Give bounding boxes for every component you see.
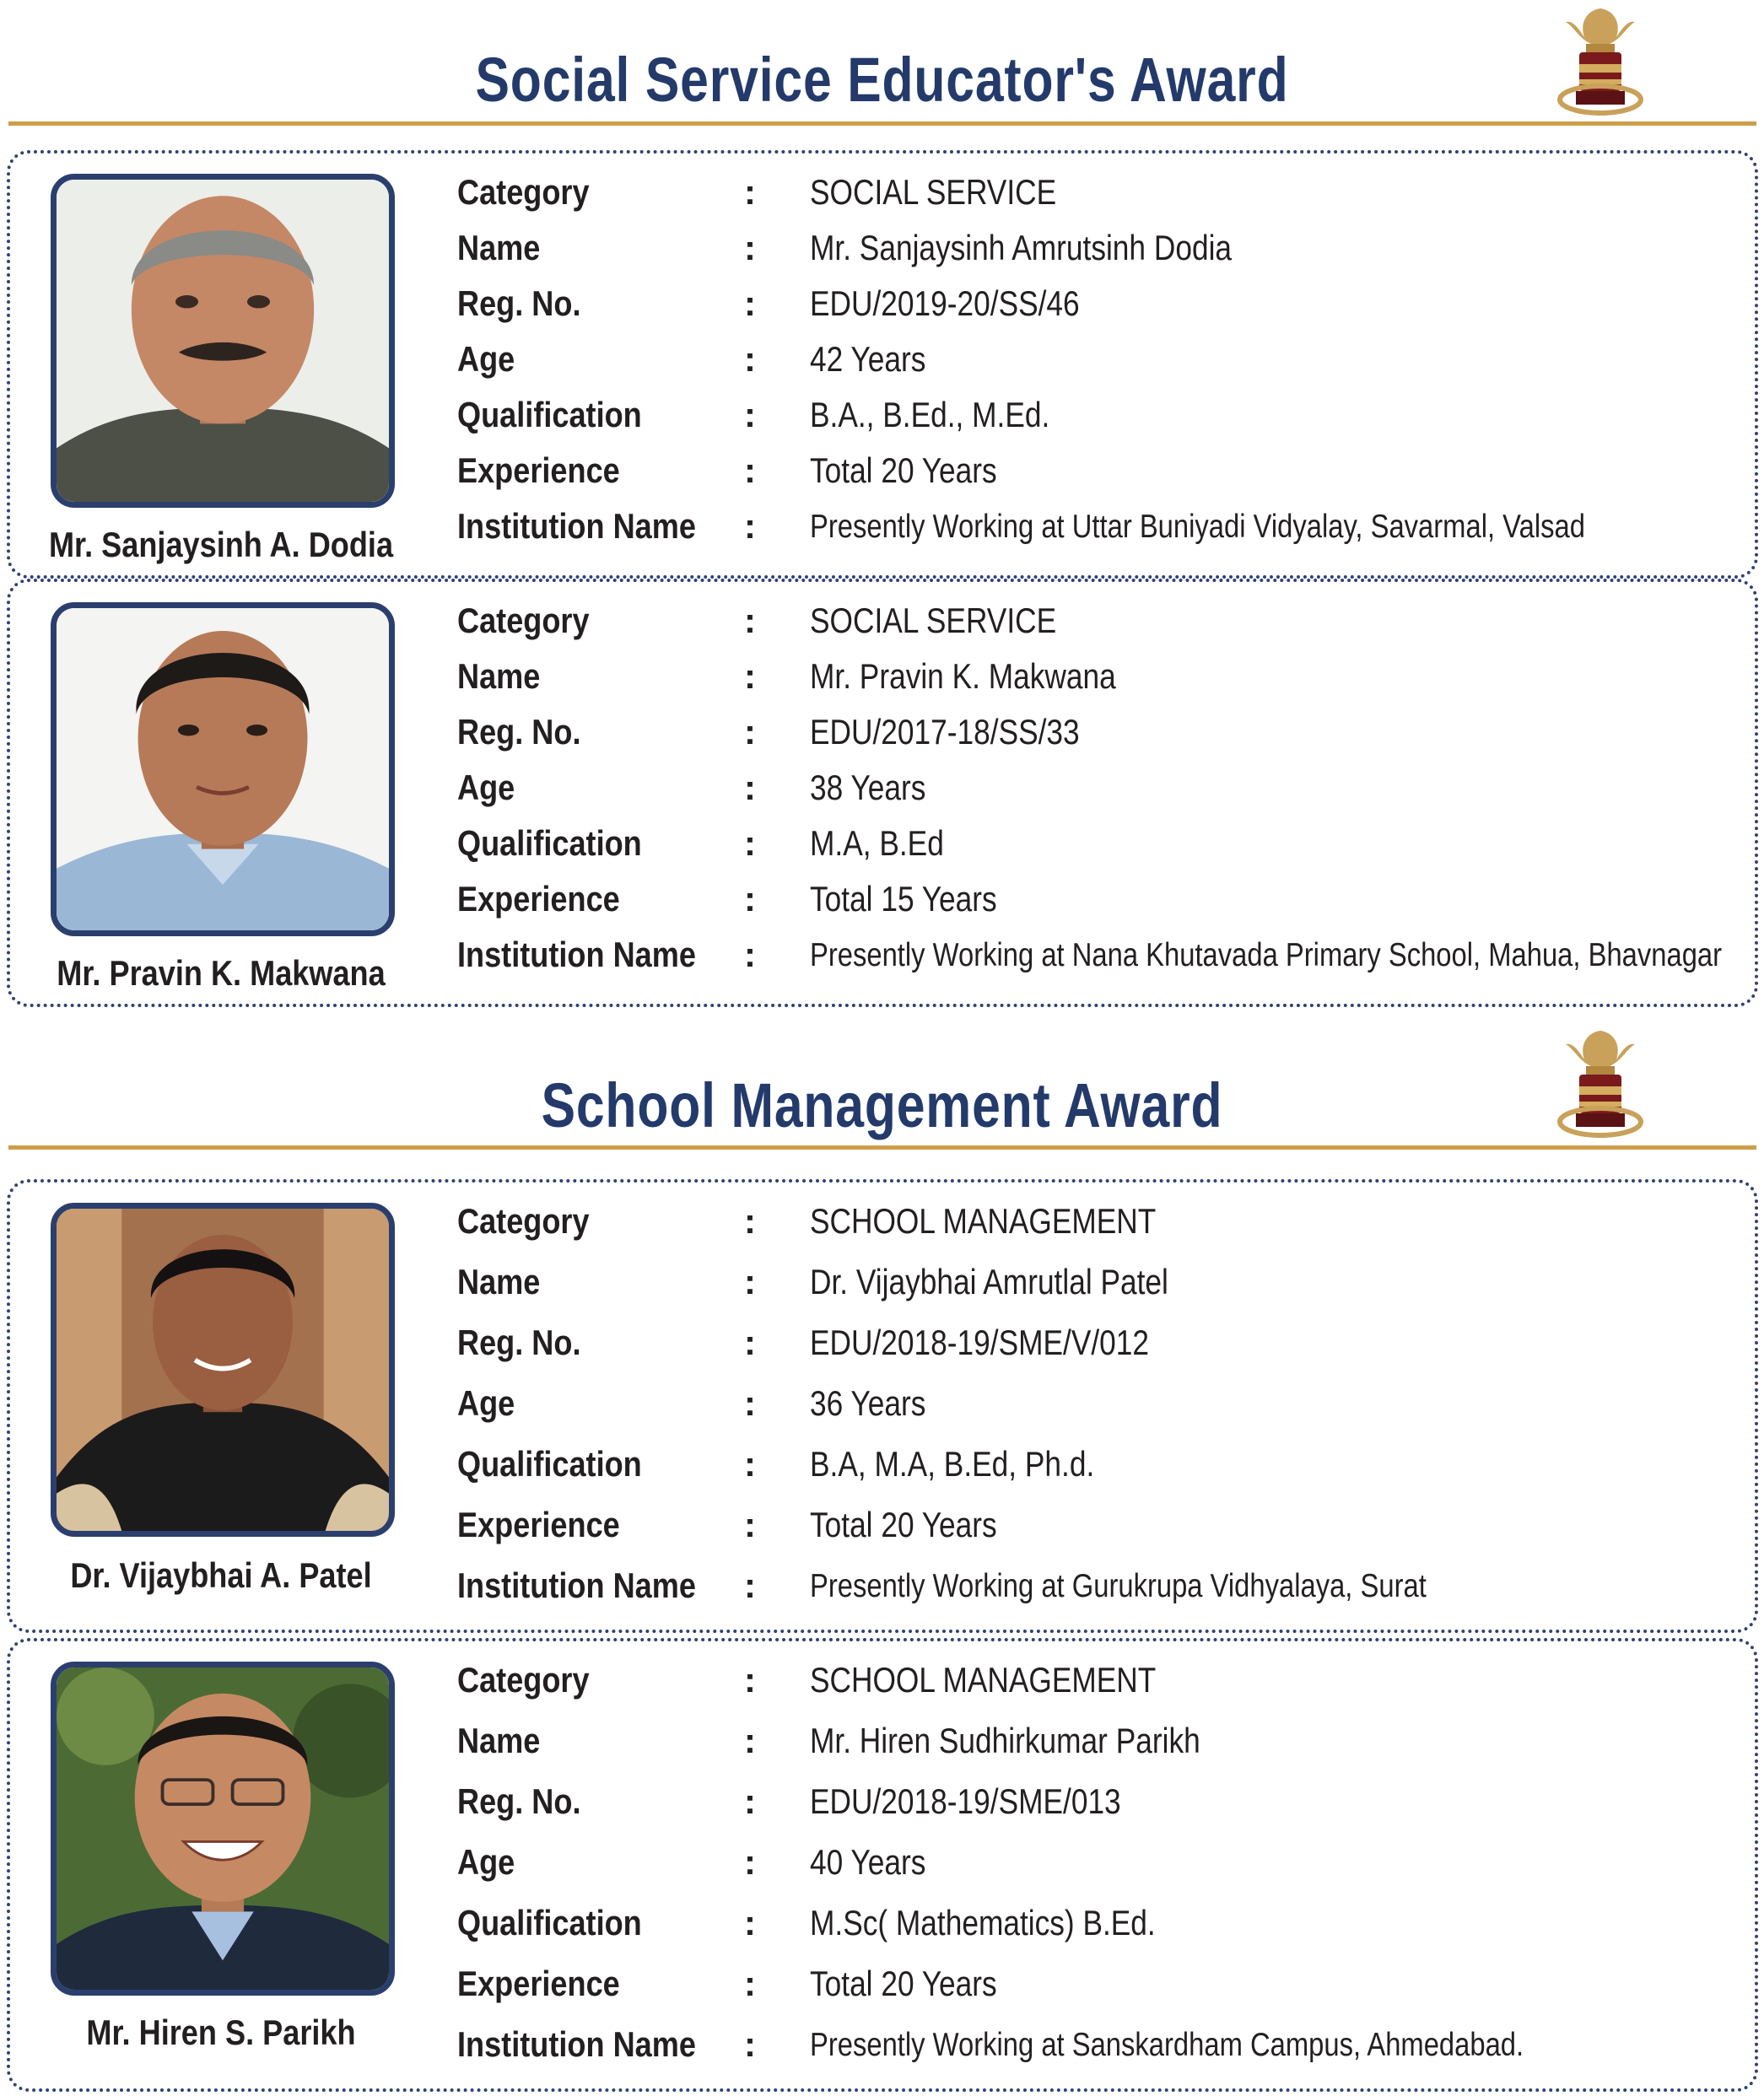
field-separator: : [744, 395, 756, 434]
field-row-qualification [457, 1444, 1748, 1505]
field-row-category [457, 1201, 1748, 1262]
field-row-reg-no [457, 1323, 1748, 1383]
field-row-category [457, 1660, 1748, 1721]
field-label: Age [457, 1383, 515, 1423]
field-separator: : [744, 879, 756, 919]
field-separator: : [744, 1505, 756, 1544]
field-separator: : [744, 1565, 756, 1605]
field-label: Qualification [457, 823, 642, 863]
field-separator: : [744, 1262, 756, 1301]
field-row-age [457, 768, 1748, 823]
field-separator: : [744, 601, 756, 640]
field-row-institution [457, 506, 1748, 562]
field-label: Reg. No. [457, 712, 581, 752]
field-row-experience [457, 1964, 1748, 2024]
field-label: Institution Name [457, 506, 696, 546]
field-row-qualification [457, 395, 1748, 450]
field-row-institution [457, 1565, 1748, 1626]
field-separator: : [744, 1903, 756, 1942]
field-value: SOCIAL SERVICE [810, 601, 1057, 640]
field-value: B.A., B.Ed., M.Ed. [810, 395, 1050, 434]
field-value: EDU/2018-19/SME/V/012 [810, 1323, 1150, 1362]
awardee-caption: Mr. Sanjaysinh A. Dodia [48, 525, 394, 564]
field-value: Mr. Pravin K. Makwana [810, 656, 1116, 696]
awardee-caption: Dr. Vijaybhai A. Patel [70, 1555, 372, 1595]
field-row-qualification [457, 823, 1748, 879]
field-label: Age [457, 339, 515, 379]
field-separator: : [744, 1323, 756, 1362]
field-value: Dr. Vijaybhai Amrutlal Patel [810, 1262, 1168, 1301]
title-divider [8, 121, 1756, 126]
field-row-experience [457, 450, 1748, 506]
awardee-details [457, 601, 1748, 990]
field-label: Category [457, 601, 590, 640]
field-value: 40 Years [810, 1842, 926, 1882]
field-label: Institution Name [457, 1565, 696, 1605]
awardee-details [457, 1201, 1748, 1626]
field-row-reg-no [457, 283, 1748, 339]
field-separator: : [744, 823, 756, 863]
field-label: Age [457, 1842, 515, 1882]
field-value: Presently Working at Nana Khutavada Primary School, Mahua, Bhavnagar [810, 937, 1723, 973]
field-label: Reg. No. [457, 1781, 581, 1821]
field-row-experience [457, 879, 1748, 935]
field-value: Total 20 Years [810, 450, 997, 490]
field-row-institution [457, 2024, 1748, 2085]
field-label: Category [457, 1660, 590, 1700]
field-label: Qualification [457, 395, 642, 434]
field-row-institution [457, 935, 1748, 990]
portrait-photo [51, 1203, 395, 1537]
field-separator: : [744, 172, 756, 212]
field-label: Category [457, 172, 590, 212]
field-label: Qualification [457, 1444, 642, 1484]
title-divider [8, 1145, 1756, 1150]
field-row-reg-no [457, 1781, 1748, 1842]
field-separator: : [744, 1721, 756, 1760]
field-row-category [457, 601, 1748, 656]
field-row-experience [457, 1505, 1748, 1565]
field-value: Total 20 Years [810, 1505, 997, 1544]
trophy-icon [1554, 2, 1647, 128]
field-value: Presently Working at Uttar Buniyadi Vidyalay, Savarmal, Valsad [810, 509, 1585, 545]
field-value: M.A, B.Ed [810, 823, 944, 863]
portrait-photo [51, 602, 395, 936]
awardee-card [7, 150, 1758, 579]
field-value: Mr. Sanjaysinh Amrutsinh Dodia [810, 228, 1233, 267]
awardee-card [7, 1179, 1758, 1633]
field-row-name [457, 656, 1748, 712]
portrait-photo [51, 1662, 395, 1996]
field-separator: : [744, 450, 756, 490]
field-label: Name [457, 656, 541, 696]
field-label: Institution Name [457, 2024, 696, 2064]
field-value: Total 20 Years [810, 1964, 997, 2003]
field-label: Institution Name [457, 935, 696, 974]
field-label: Experience [457, 450, 620, 490]
field-value: EDU/2017-18/SS/33 [810, 712, 1080, 752]
awardee-card [7, 579, 1758, 1007]
awardee-details [457, 172, 1748, 562]
field-row-name [457, 1721, 1748, 1781]
field-separator: : [744, 339, 756, 379]
field-separator: : [744, 1444, 756, 1484]
field-row-age [457, 1842, 1748, 1903]
field-value: 36 Years [810, 1383, 926, 1423]
field-separator: : [744, 935, 756, 974]
section-title-social-service: Social Service Educator's Award [475, 45, 1289, 115]
field-label: Age [457, 768, 515, 807]
field-label: Qualification [457, 1903, 642, 1942]
field-label: Experience [457, 879, 620, 919]
field-value: B.A, M.A, B.Ed, Ph.d. [810, 1444, 1095, 1484]
field-value: EDU/2018-19/SME/013 [810, 1781, 1121, 1821]
field-row-age [457, 339, 1748, 395]
field-separator: : [744, 1383, 756, 1423]
field-value: SOCIAL SERVICE [810, 172, 1057, 212]
field-row-age [457, 1383, 1748, 1444]
field-value: SCHOOL MANAGEMENT [810, 1660, 1157, 1700]
field-label: Experience [457, 1964, 620, 2003]
field-value: SCHOOL MANAGEMENT [810, 1201, 1157, 1241]
field-separator: : [744, 712, 756, 752]
field-separator: : [744, 656, 756, 696]
field-separator: : [744, 1660, 756, 1700]
field-label: Name [457, 1262, 541, 1301]
awardee-details [457, 1660, 1748, 2085]
field-row-reg-no [457, 712, 1748, 768]
field-label: Category [457, 1201, 590, 1241]
field-separator: : [744, 1964, 756, 2003]
field-separator: : [744, 506, 756, 546]
field-separator: : [744, 2024, 756, 2064]
field-label: Name [457, 1721, 541, 1760]
field-value: 38 Years [810, 768, 926, 807]
field-value: M.Sc( Mathematics) B.Ed. [810, 1903, 1156, 1942]
portrait-photo [51, 174, 395, 508]
field-label: Reg. No. [457, 1323, 581, 1362]
field-label: Reg. No. [457, 283, 581, 323]
field-value: Mr. Hiren Sudhirkumar Parikh [810, 1721, 1200, 1760]
field-separator: : [744, 283, 756, 323]
field-value: Total 15 Years [810, 879, 997, 919]
field-label: Name [457, 228, 541, 267]
awardee-caption: Mr. Pravin K. Makwana [57, 953, 386, 993]
field-row-qualification [457, 1903, 1748, 1964]
field-separator: : [744, 1842, 756, 1882]
field-separator: : [744, 228, 756, 267]
field-row-name [457, 1262, 1748, 1323]
field-separator: : [744, 1201, 756, 1241]
field-value: Presently Working at Gurukrupa Vidhyalaya, Surat [810, 1568, 1427, 1604]
field-label: Experience [457, 1505, 620, 1544]
field-value: EDU/2019-20/SS/46 [810, 283, 1080, 323]
field-row-name [457, 228, 1748, 283]
field-value: 42 Years [810, 339, 926, 379]
section-title-school-management: School Management Award [541, 1070, 1223, 1140]
trophy-icon [1554, 1024, 1647, 1150]
field-row-category [457, 172, 1748, 228]
field-separator: : [744, 1781, 756, 1821]
awardee-card [7, 1638, 1758, 2092]
field-value: Presently Working at Sanskardham Campus, Ahmedabad. [810, 2027, 1524, 2063]
field-separator: : [744, 768, 756, 807]
awardee-caption: Mr. Hiren S. Parikh [86, 2012, 356, 2052]
